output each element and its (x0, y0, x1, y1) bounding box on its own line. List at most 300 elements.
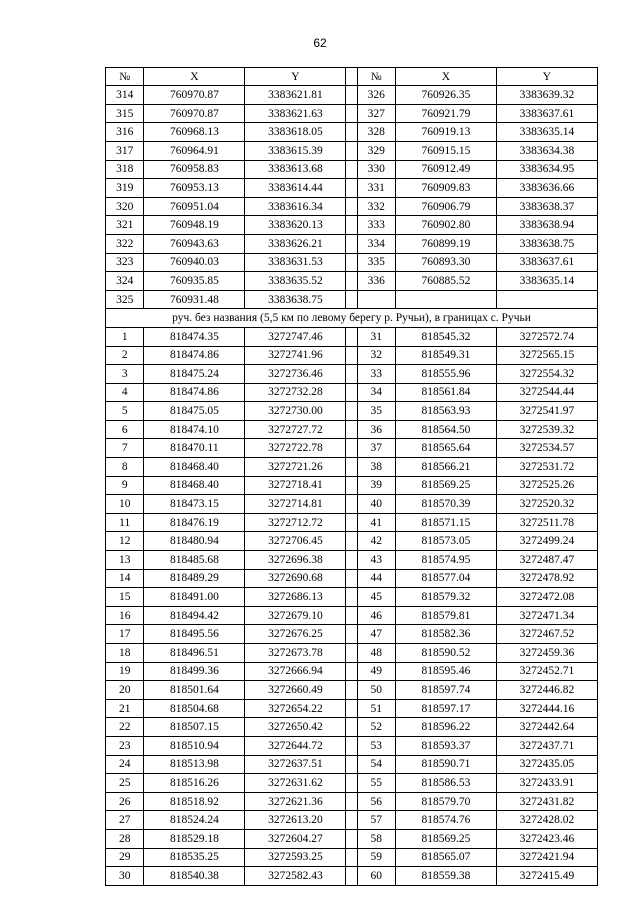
y-coordinate: 3272712.72 (245, 513, 346, 532)
column-gap (346, 867, 357, 886)
x-coordinate: 818501.64 (144, 681, 245, 700)
x-coordinate: 818507.15 (144, 718, 245, 737)
x-coordinate: 760926.35 (395, 86, 496, 105)
column-gap (346, 736, 357, 755)
table-row (106, 179, 598, 198)
x-coordinate: 760951.04 (144, 197, 245, 216)
x-coordinate: 760931.48 (144, 290, 245, 309)
point-number: 30 (106, 867, 144, 886)
point-number: 11 (106, 513, 144, 532)
y-coordinate: 3272435.05 (496, 755, 597, 774)
y-coordinate: 3272741.96 (245, 346, 346, 365)
column-gap (346, 402, 357, 421)
x-coordinate: 818495.56 (144, 625, 245, 644)
y-coordinate: 3272660.49 (245, 681, 346, 700)
point-number: 323 (106, 253, 144, 272)
y-coordinate: 3272437.71 (496, 736, 597, 755)
y-coordinate: 3383638.75 (245, 290, 346, 309)
x-coordinate: 818579.81 (395, 606, 496, 625)
y-coordinate: 3272722.78 (245, 439, 346, 458)
table-row (106, 736, 598, 755)
column-gap (346, 848, 357, 867)
point-number: 3 (106, 365, 144, 384)
point-number: 31 (357, 327, 395, 346)
point-number: 58 (357, 829, 395, 848)
point-number: 15 (106, 588, 144, 607)
point-number: 23 (106, 736, 144, 755)
column-gap (346, 792, 357, 811)
point-number: 10 (106, 495, 144, 514)
table-row (106, 197, 598, 216)
y-coordinate: 3272690.68 (245, 569, 346, 588)
x-coordinate: 818540.38 (144, 867, 245, 886)
y-coordinate: 3272541.97 (496, 402, 597, 421)
y-coordinate: 3272467.52 (496, 625, 597, 644)
y-coordinate: 3272736.46 (245, 365, 346, 384)
y-coordinate: 3383631.53 (245, 253, 346, 272)
table-row (106, 476, 598, 495)
y-coordinate: 3272732.28 (245, 383, 346, 402)
point-number: 41 (357, 513, 395, 532)
x-coordinate: 818518.92 (144, 792, 245, 811)
x-coordinate: 760964.91 (144, 141, 245, 160)
column-gap (346, 123, 357, 142)
x-coordinate: 760921.79 (395, 104, 496, 123)
table-row (106, 272, 598, 291)
point-number: 8 (106, 458, 144, 477)
y-coordinate: 3272565.15 (496, 346, 597, 365)
x-coordinate: 818597.17 (395, 699, 496, 718)
point-number: 6 (106, 420, 144, 439)
point-number: 334 (357, 234, 395, 253)
x-coordinate: 760953.13 (144, 179, 245, 198)
column-gap (346, 588, 357, 607)
x-coordinate: 818596.22 (395, 718, 496, 737)
table-row (106, 495, 598, 514)
point-number: 56 (357, 792, 395, 811)
y-coordinate: 3272706.45 (245, 532, 346, 551)
table-row (106, 253, 598, 272)
column-gap (346, 346, 357, 365)
column-gap (346, 383, 357, 402)
x-coordinate: 818559.38 (395, 867, 496, 886)
column-gap (346, 160, 357, 179)
point-number: 60 (357, 867, 395, 886)
x-coordinate: 818597.74 (395, 681, 496, 700)
x-coordinate: 818474.35 (144, 327, 245, 346)
y-coordinate: 3272452.71 (496, 662, 597, 681)
column-gap (346, 644, 357, 663)
y-coordinate: 3272604.27 (245, 829, 346, 848)
y-coordinate: 3383635.14 (496, 123, 597, 142)
header-num: № (357, 68, 395, 86)
point-number: 7 (106, 439, 144, 458)
y-coordinate: 3272446.82 (496, 681, 597, 700)
table-row (106, 848, 598, 867)
point-number: 14 (106, 569, 144, 588)
table-row (106, 439, 598, 458)
point-number: 22 (106, 718, 144, 737)
y-coordinate: 3383621.81 (245, 86, 346, 105)
table-row (106, 681, 598, 700)
y-coordinate: 3272676.25 (245, 625, 346, 644)
table-row (106, 402, 598, 421)
table-row (106, 699, 598, 718)
x-coordinate: 760885.52 (395, 272, 496, 291)
point-number: 12 (106, 532, 144, 551)
point-number: 35 (357, 402, 395, 421)
table-row (106, 755, 598, 774)
section-title-row (106, 309, 598, 328)
table-row (106, 551, 598, 570)
point-number: 320 (106, 197, 144, 216)
point-number: 326 (357, 86, 395, 105)
x-coordinate: 818571.15 (395, 513, 496, 532)
y-coordinate: 3383635.14 (496, 272, 597, 291)
table-row (106, 662, 598, 681)
x-coordinate: 818513.98 (144, 755, 245, 774)
point-number: 47 (357, 625, 395, 644)
y-coordinate: 3383637.61 (496, 253, 597, 272)
y-coordinate: 3272666.94 (245, 662, 346, 681)
column-gap (346, 718, 357, 737)
x-coordinate: 760909.83 (395, 179, 496, 198)
y-coordinate: 3272478.92 (496, 569, 597, 588)
point-number: 315 (106, 104, 144, 123)
x-coordinate: 818473.15 (144, 495, 245, 514)
x-coordinate: 818496.51 (144, 644, 245, 663)
x-coordinate: 818468.40 (144, 458, 245, 477)
column-gap (346, 662, 357, 681)
x-coordinate: 818475.05 (144, 402, 245, 421)
table-row (106, 327, 598, 346)
x-coordinate: 818529.18 (144, 829, 245, 848)
top-section-body (106, 86, 598, 309)
point-number: 45 (357, 588, 395, 607)
header-y: Y (245, 68, 346, 86)
table-row (106, 811, 598, 830)
point-number: 13 (106, 551, 144, 570)
column-gap (346, 811, 357, 830)
x-coordinate: 818561.84 (395, 383, 496, 402)
y-coordinate: 3272593.25 (245, 848, 346, 867)
point-number: 330 (357, 160, 395, 179)
column-gap (346, 272, 357, 291)
point-number: 18 (106, 644, 144, 663)
column-gap (346, 216, 357, 235)
x-coordinate: 760948.19 (144, 216, 245, 235)
y-coordinate: 3272525.26 (496, 476, 597, 495)
point-number: 34 (357, 383, 395, 402)
point-number: 9 (106, 476, 144, 495)
x-coordinate: 818545.32 (395, 327, 496, 346)
table-row (106, 718, 598, 737)
table-row (106, 86, 598, 105)
y-coordinate: 3272442.64 (496, 718, 597, 737)
table-row (106, 867, 598, 886)
x-coordinate: 818565.07 (395, 848, 496, 867)
column-gap (346, 68, 357, 86)
x-coordinate: 760919.13 (395, 123, 496, 142)
table-row (106, 829, 598, 848)
column-gap (346, 197, 357, 216)
point-number: 28 (106, 829, 144, 848)
y-coordinate: 3272621.36 (245, 792, 346, 811)
y-coordinate: 3383616.34 (245, 197, 346, 216)
y-coordinate: 3272644.72 (245, 736, 346, 755)
table-row (106, 420, 598, 439)
point-number: 54 (357, 755, 395, 774)
point-number: 48 (357, 644, 395, 663)
column-gap (346, 476, 357, 495)
y-coordinate: 3272499.24 (496, 532, 597, 551)
x-coordinate: 818570.39 (395, 495, 496, 514)
point-number: 328 (357, 123, 395, 142)
point-number: 21 (106, 699, 144, 718)
point-number: 36 (357, 420, 395, 439)
y-coordinate: 3383621.63 (245, 104, 346, 123)
point-number: 37 (357, 439, 395, 458)
table-row (106, 606, 598, 625)
table-row (106, 160, 598, 179)
x-coordinate: 818468.40 (144, 476, 245, 495)
column-gap (346, 86, 357, 105)
y-coordinate: 3272654.22 (245, 699, 346, 718)
point-number: 24 (106, 755, 144, 774)
y-coordinate: 3272433.91 (496, 774, 597, 793)
y-coordinate: 3272714.81 (245, 495, 346, 514)
x-coordinate: 760893.30 (395, 253, 496, 272)
bottom-section-body (106, 327, 598, 885)
column-gap (346, 290, 357, 309)
x-coordinate: 818489.29 (144, 569, 245, 588)
point-number: 55 (357, 774, 395, 793)
x-coordinate: 818563.93 (395, 402, 496, 421)
point-number: 39 (357, 476, 395, 495)
y-coordinate: 3272650.42 (245, 718, 346, 737)
table-row (106, 792, 598, 811)
x-coordinate: 818569.25 (395, 476, 496, 495)
table-row (106, 234, 598, 253)
y-coordinate: 3383638.94 (496, 216, 597, 235)
column-gap (346, 551, 357, 570)
x-coordinate: 818595.46 (395, 662, 496, 681)
table-row (106, 458, 598, 477)
point-number: 27 (106, 811, 144, 830)
column-gap (346, 829, 357, 848)
x-coordinate: 818516.26 (144, 774, 245, 793)
x-coordinate: 760906.79 (395, 197, 496, 216)
column-gap (346, 681, 357, 700)
y-coordinate: 3272582.43 (245, 867, 346, 886)
x-coordinate: 818480.94 (144, 532, 245, 551)
point-number: 335 (357, 253, 395, 272)
point-number: 318 (106, 160, 144, 179)
point-number: 53 (357, 736, 395, 755)
point-number: 331 (357, 179, 395, 198)
point-number: 38 (357, 458, 395, 477)
point-number: 59 (357, 848, 395, 867)
y-coordinate: 3272444.16 (496, 699, 597, 718)
y-coordinate: 3272423.46 (496, 829, 597, 848)
point-number: 321 (106, 216, 144, 235)
y-coordinate: 3383638.75 (496, 234, 597, 253)
x-coordinate: 818590.71 (395, 755, 496, 774)
table-row (106, 625, 598, 644)
table-row (106, 104, 598, 123)
y-coordinate (496, 290, 597, 309)
point-number: 25 (106, 774, 144, 793)
x-coordinate: 818579.32 (395, 588, 496, 607)
x-coordinate: 760970.87 (144, 86, 245, 105)
y-coordinate: 3272544.44 (496, 383, 597, 402)
column-gap (346, 327, 357, 346)
x-coordinate: 818574.76 (395, 811, 496, 830)
x-coordinate: 760915.15 (395, 141, 496, 160)
point-number: 49 (357, 662, 395, 681)
point-number: 4 (106, 383, 144, 402)
table-row (106, 774, 598, 793)
table-row (106, 588, 598, 607)
y-coordinate: 3272428.02 (496, 811, 597, 830)
x-coordinate: 818474.10 (144, 420, 245, 439)
point-number: 316 (106, 123, 144, 142)
header-num: № (106, 68, 144, 86)
x-coordinate: 818474.86 (144, 346, 245, 365)
y-coordinate: 3383637.61 (496, 104, 597, 123)
x-coordinate: 818593.37 (395, 736, 496, 755)
table-row (106, 346, 598, 365)
point-number: 317 (106, 141, 144, 160)
x-coordinate: 818524.24 (144, 811, 245, 830)
y-coordinate: 3272686.13 (245, 588, 346, 607)
y-coordinate: 3383615.39 (245, 141, 346, 160)
y-coordinate: 3272539.32 (496, 420, 597, 439)
x-coordinate: 818574.95 (395, 551, 496, 570)
column-gap (346, 439, 357, 458)
point-number: 44 (357, 569, 395, 588)
column-gap (346, 141, 357, 160)
y-coordinate: 3383634.38 (496, 141, 597, 160)
x-coordinate: 760970.87 (144, 104, 245, 123)
point-number: 333 (357, 216, 395, 235)
y-coordinate: 3272721.26 (245, 458, 346, 477)
y-coordinate: 3272487.47 (496, 551, 597, 570)
y-coordinate: 3272472.08 (496, 588, 597, 607)
column-gap (346, 625, 357, 644)
point-number: 19 (106, 662, 144, 681)
table-row (106, 365, 598, 384)
point-number: 2 (106, 346, 144, 365)
y-coordinate: 3383618.05 (245, 123, 346, 142)
x-coordinate: 760958.83 (144, 160, 245, 179)
column-gap (346, 606, 357, 625)
y-coordinate: 3272673.78 (245, 644, 346, 663)
x-coordinate: 760935.85 (144, 272, 245, 291)
column-gap (346, 755, 357, 774)
x-coordinate: 818582.36 (395, 625, 496, 644)
point-number: 51 (357, 699, 395, 718)
y-coordinate: 3383639.32 (496, 86, 597, 105)
x-coordinate: 818504.68 (144, 699, 245, 718)
column-gap (346, 458, 357, 477)
column-gap (346, 104, 357, 123)
x-coordinate: 818564.50 (395, 420, 496, 439)
x-coordinate (395, 290, 496, 309)
point-number: 46 (357, 606, 395, 625)
point-number: 33 (357, 365, 395, 384)
point-number: 325 (106, 290, 144, 309)
point-number: 52 (357, 718, 395, 737)
y-coordinate: 3383634.95 (496, 160, 597, 179)
column-gap (346, 532, 357, 551)
point-number: 29 (106, 848, 144, 867)
point-number: 324 (106, 272, 144, 291)
x-coordinate: 818573.05 (395, 532, 496, 551)
x-coordinate: 818476.19 (144, 513, 245, 532)
point-number: 327 (357, 104, 395, 123)
point-number: 336 (357, 272, 395, 291)
column-gap (346, 774, 357, 793)
x-coordinate: 818565.64 (395, 439, 496, 458)
y-coordinate: 3272631.62 (245, 774, 346, 793)
x-coordinate: 760968.13 (144, 123, 245, 142)
point-number: 332 (357, 197, 395, 216)
x-coordinate: 818590.52 (395, 644, 496, 663)
y-coordinate: 3272421.94 (496, 848, 597, 867)
y-coordinate: 3383635.52 (245, 272, 346, 291)
x-coordinate: 760912.49 (395, 160, 496, 179)
y-coordinate: 3272431.82 (496, 792, 597, 811)
y-coordinate: 3272730.00 (245, 402, 346, 421)
y-coordinate: 3383613.68 (245, 160, 346, 179)
y-coordinate: 3272637.51 (245, 755, 346, 774)
column-gap (346, 569, 357, 588)
y-coordinate: 3272520.32 (496, 495, 597, 514)
x-coordinate: 818475.24 (144, 365, 245, 384)
y-coordinate: 3383620.13 (245, 216, 346, 235)
table-row (106, 123, 598, 142)
x-coordinate: 818499.36 (144, 662, 245, 681)
point-number: 17 (106, 625, 144, 644)
x-coordinate: 818577.04 (395, 569, 496, 588)
column-gap (346, 495, 357, 514)
table-row (106, 644, 598, 663)
point-number (357, 290, 395, 309)
header-y: Y (496, 68, 597, 86)
table-row (106, 290, 598, 309)
x-coordinate: 818510.94 (144, 736, 245, 755)
y-coordinate: 3272471.34 (496, 606, 597, 625)
table-row (106, 569, 598, 588)
point-number: 43 (357, 551, 395, 570)
y-coordinate: 3272459.36 (496, 644, 597, 663)
table-row (106, 532, 598, 551)
point-number: 322 (106, 234, 144, 253)
column-gap (346, 365, 357, 384)
point-number: 329 (357, 141, 395, 160)
y-coordinate: 3272747.46 (245, 327, 346, 346)
x-coordinate: 760943.63 (144, 234, 245, 253)
table-row (106, 513, 598, 532)
column-gap (346, 513, 357, 532)
point-number: 57 (357, 811, 395, 830)
point-number: 16 (106, 606, 144, 625)
point-number: 314 (106, 86, 144, 105)
y-coordinate: 3383626.21 (245, 234, 346, 253)
point-number: 5 (106, 402, 144, 421)
y-coordinate: 3272554.32 (496, 365, 597, 384)
